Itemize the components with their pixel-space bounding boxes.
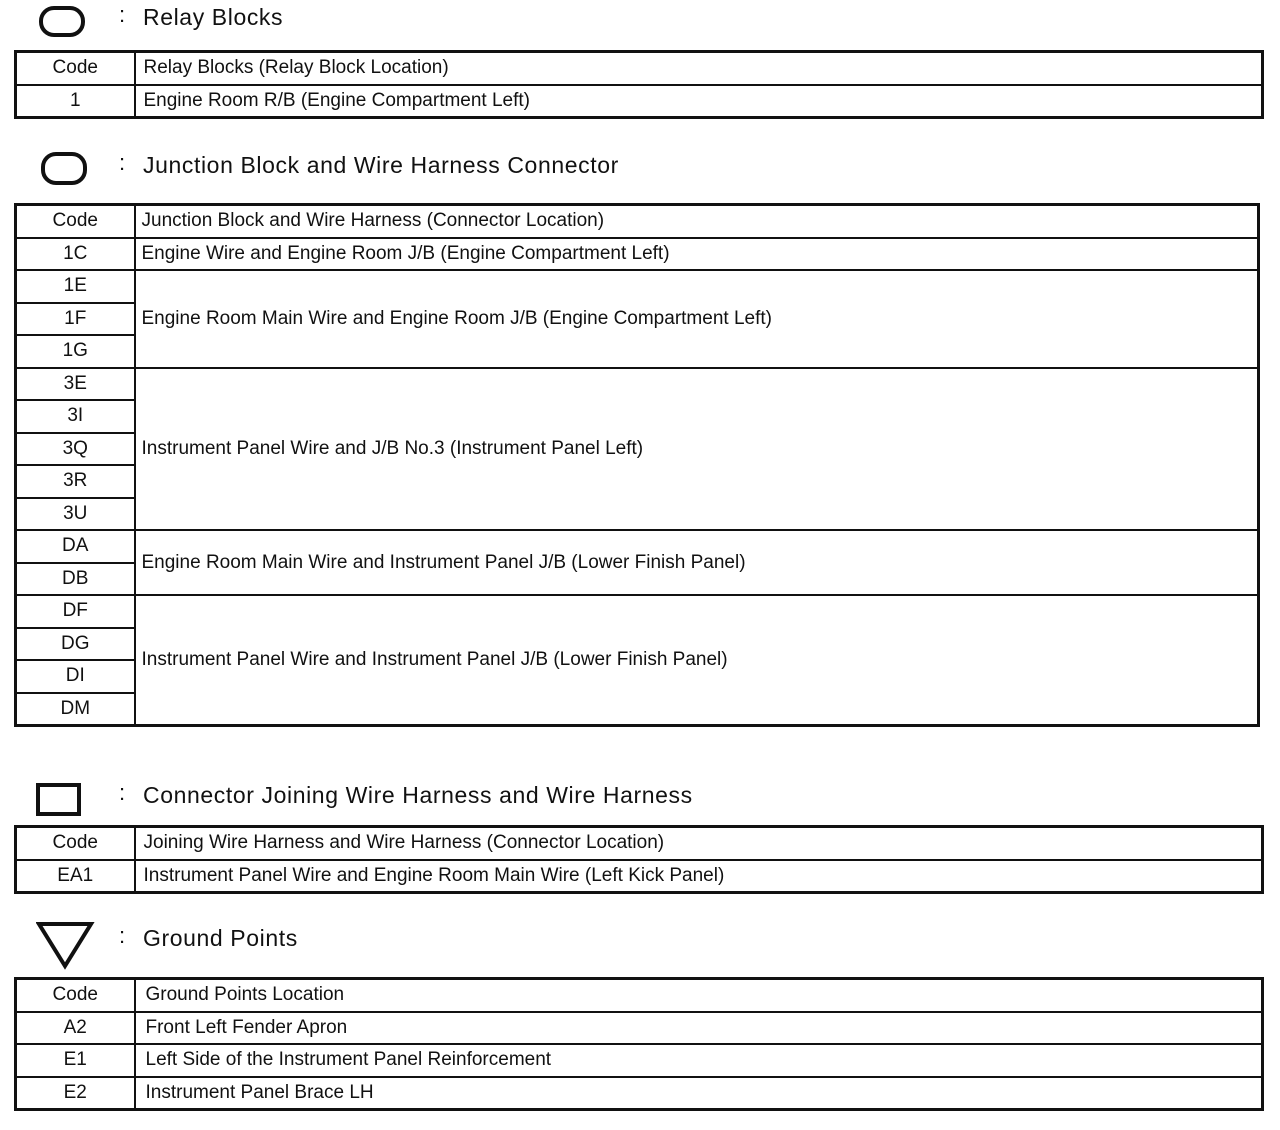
code-cell: 3U <box>16 498 135 531</box>
code-cell: DG <box>16 628 135 661</box>
table-header-row <box>16 827 1263 860</box>
code-header: Code <box>16 827 135 860</box>
junction-block-table <box>14 203 1260 727</box>
table-row <box>16 238 1259 271</box>
code-cell: 3E <box>16 368 135 401</box>
colon: : <box>119 780 126 805</box>
rounded-rectangle-icon <box>40 151 90 187</box>
junction-block-heading <box>0 148 1280 188</box>
table-row <box>16 860 1263 893</box>
code-cell: DM <box>16 693 135 726</box>
description-header: Junction Block and Wire Harness (Connector Location) <box>135 205 1259 238</box>
section-title: Connector Joining Wire Harness and Wire Harness <box>143 782 693 808</box>
description-cell: Engine Room R/B (Engine Compartment Left) <box>135 85 1263 118</box>
description-header: Ground Points Location <box>135 979 1263 1012</box>
rectangle-icon <box>35 782 83 818</box>
description-cell: Engine Wire and Engine Room J/B (Engine Compartment Left) <box>135 238 1259 271</box>
rounded-rectangle-icon <box>38 5 88 39</box>
code-cell: 1G <box>16 335 135 368</box>
table-row <box>16 85 1263 118</box>
table-row <box>16 1077 1263 1110</box>
code-cell: 3Q <box>16 433 135 466</box>
code-cell: DI <box>16 660 135 693</box>
description-header: Joining Wire Harness and Wire Harness (Connector Location) <box>135 827 1263 860</box>
ground-triangle-icon <box>36 921 96 971</box>
code-cell: E2 <box>16 1077 135 1110</box>
section-title: Ground Points <box>143 925 298 951</box>
section-title: Junction Block and Wire Harness Connector <box>143 152 619 178</box>
code-cell: E1 <box>16 1044 135 1077</box>
table-header-row <box>16 205 1259 238</box>
code-cell: EA1 <box>16 860 135 893</box>
connector-joining-table <box>14 825 1264 894</box>
description-cell: Instrument Panel Wire and Instrument Panel J/B (Lower Finish Panel) <box>135 595 1259 726</box>
code-cell: 1 <box>16 85 135 118</box>
code-cell: A2 <box>16 1012 135 1045</box>
table-header-row <box>16 979 1263 1012</box>
ground-points-heading <box>0 921 1280 971</box>
table-row <box>16 270 1259 303</box>
table-row <box>16 1012 1263 1045</box>
colon: : <box>119 150 126 175</box>
connector-joining-heading <box>0 778 1280 818</box>
code-header: Code <box>16 979 135 1012</box>
ground-points-table <box>14 977 1264 1111</box>
colon: : <box>119 2 126 27</box>
table-header-row <box>16 52 1263 85</box>
table-row <box>16 595 1259 628</box>
description-cell: Instrument Panel Brace LH <box>135 1077 1263 1110</box>
code-cell: DA <box>16 530 135 563</box>
relay-blocks-heading <box>0 0 1280 40</box>
code-cell: 3R <box>16 465 135 498</box>
code-cell: 1E <box>16 270 135 303</box>
description-cell: Front Left Fender Apron <box>135 1012 1263 1045</box>
description-cell: Instrument Panel Wire and Engine Room Main Wire (Left Kick Panel) <box>135 860 1263 893</box>
colon: : <box>119 923 126 948</box>
code-header: Code <box>16 52 135 85</box>
code-header: Code <box>16 205 135 238</box>
table-row <box>16 530 1259 563</box>
relay-blocks-table <box>14 50 1264 119</box>
section-title: Relay Blocks <box>143 4 284 30</box>
code-cell: DB <box>16 563 135 596</box>
code-cell: 1C <box>16 238 135 271</box>
code-cell: DF <box>16 595 135 628</box>
code-cell: 3I <box>16 400 135 433</box>
description-cell: Engine Room Main Wire and Instrument Panel J/B (Lower Finish Panel) <box>135 530 1259 595</box>
code-cell: 1F <box>16 303 135 336</box>
table-row <box>16 1044 1263 1077</box>
table-row <box>16 368 1259 401</box>
description-cell: Engine Room Main Wire and Engine Room J/B (Engine Compartment Left) <box>135 270 1259 368</box>
description-cell: Instrument Panel Wire and J/B No.3 (Instrument Panel Left) <box>135 368 1259 531</box>
description-cell: Left Side of the Instrument Panel Reinforcement <box>135 1044 1263 1077</box>
description-header: Relay Blocks (Relay Block Location) <box>135 52 1263 85</box>
